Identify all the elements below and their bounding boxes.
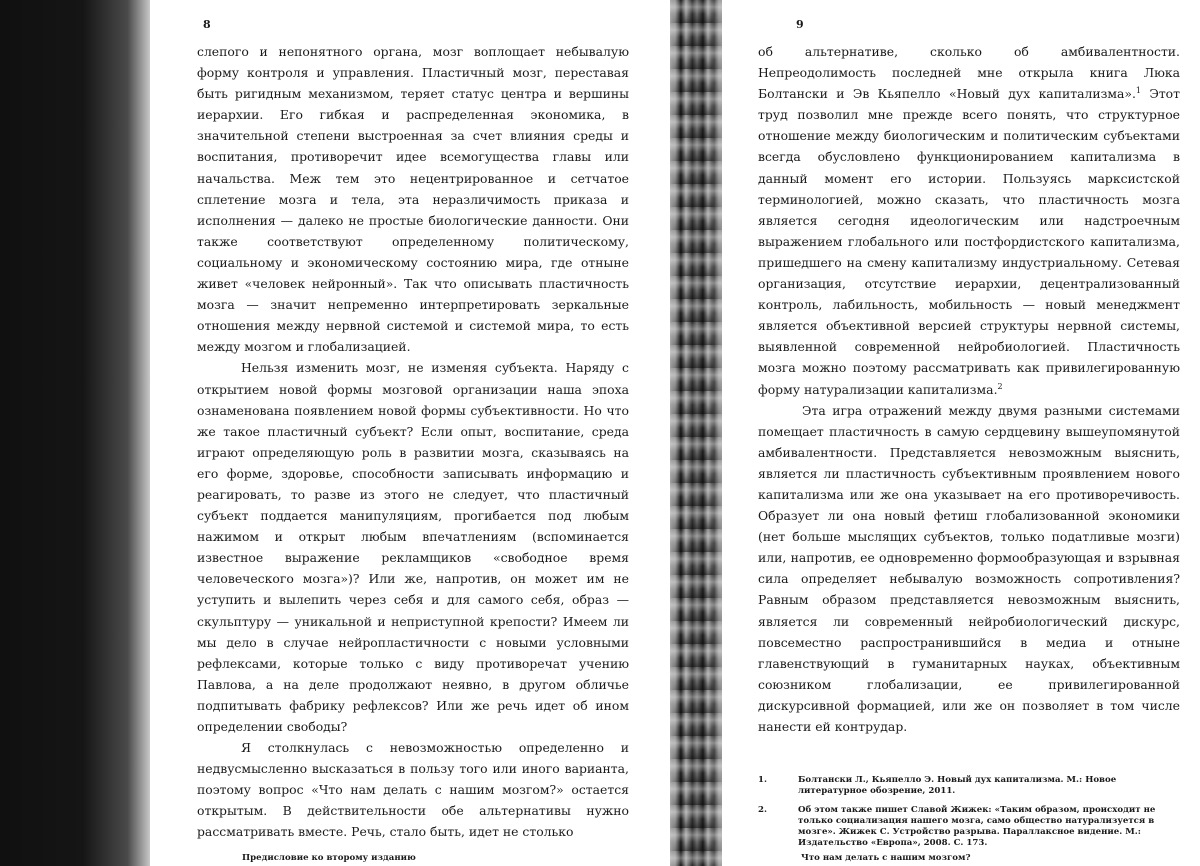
footnotes <box>758 775 1180 857</box>
paragraph <box>758 41 1180 400</box>
right-page <box>722 0 1200 866</box>
book-spine-gutter <box>670 0 722 866</box>
footnote-number: 1. <box>758 775 767 785</box>
paragraph: Я столкнулась с невозможностью определенно и недвусмысленно высказаться в пользу того или иного варианта, поэтому вопрос «Что нам делать с нашим мозгом?» остается открытым. В действительности обе альтернативы нужно рассматривать вместе. Речь, стало быть, идет не столько <box>197 740 629 840</box>
body-text <box>758 41 1180 737</box>
footnote-number: 2. <box>758 805 767 815</box>
running-footer: Что нам делать с нашим мозгом? <box>801 853 971 863</box>
book-edge-shadow <box>0 0 150 866</box>
footnote-text: Об этом также пишет Славой Жижек: «Таким образом, происходит не только социализация нашего мозга, само общество натурализуется в мозге». Жижек С. Устройство разрыва. Параллаксное видение. М.: Издательство «Европа», 2008. С. 173. <box>798 805 1156 848</box>
footnote <box>758 805 1180 849</box>
page-number: 8 <box>203 18 211 31</box>
footnote-ref[interactable]: 2 <box>997 381 1003 391</box>
paragraph: слепого и непонятного органа, мозг воплощает небывалую форму контроля и управления. Пластичный мозг, переставая быть ригидным механизмом, теряет статус центра и вершины иерархии. Его гибкая и распределенная экономика, в значительной степени выстроенная за счет влияния среды и воспитания, противоречит идее всемогущества главы или начальства. Меж тем это нецентрированное и сетчатое сплетение мозга и тела, эта неразличимость приказа и исполнения — далеко не простые биологические данности. Они также соответствуют определенному политическому, социальному и экономическому состоянию мира, где отныне живет «человек нейронный». Так что описывать пластичность мозга — значит непременно интерпретировать зеркальные отношения между нервной системой и системой мира, то есть между мозгом и глобализацией. <box>197 44 629 355</box>
body-text <box>197 41 629 843</box>
page-number: 9 <box>796 18 804 31</box>
left-page <box>150 0 670 866</box>
paragraph-text: об альтернативе, сколько об амбивалентности. Непреодолимость последней мне открыла книга Люка Болтански и Эв Кьяпелло «Новый дух капитализма». <box>758 44 1180 102</box>
footnote <box>758 775 1180 797</box>
paragraph-text: Этот труд позволил мне прежде всего понять, что структурное отношение между биологическим и политическим субъектами всегда обусловлено функционированием капитализма в данный момент его истории. Пользуясь марксистской терминологией, можно сказать, что пластичность мозга является сегодня идеологическим или надстроечным выражением глобального или постфордистского капитализма, пришедшего на смену капитализму индустриальному. Сетевая организация, отсутствие иерархии, децентрализованный контроль, лабильность, мобильность — новый менеджмент является объективной версией структуры нервной системы, выявленной современной нейробиологией. Пластичность мозга можно поэтому рассматривать как привилегированную форму натурализации капитализма. <box>758 86 1180 397</box>
paragraph: Эта игра отражений между двумя разными системами помещает пластичность в самую сердцевину вышеупомянутой амбивалентности. Представляется невозможным выяснить, является ли пластичность субъективным проявлением нового капитализма или же она указывает на его противоречивость. Образует ли она новый фетиш глобализованной экономики (нет больше мыслящих субъектов, только податливые мозги) или, напротив, ее одновременно формообразующая и взрывная сила определяет небывалую возможность сопротивления? Равным образом представляется невозможным выяснить, является ли современный нейробиологический дискурс, повсеместно распространившийся в медиа и отныне главенствующий в гуманитарных науках, объективным союзником глобализации, ее привилегированной дискурсивной формацией, или же он позволяет в том числе нанести ей контрудар. <box>758 402 1180 734</box>
footnote-text: Болтански Л., Кьяпелло Э. Новый дух капитализма. М.: Новое литературное обозрение, 2011. <box>798 775 1117 796</box>
running-footer: Предисловие ко второму изданию <box>242 853 416 863</box>
paragraph: Нельзя изменить мозг, не изменяя субъекта. Наряду с открытием новой формы мозговой организации наша эпоха ознаменована появлением новой формы субъективности. Но что же такое пластичный субъект? Если опыт, воспитание, среда играют определяющую роль в развитии мозга, сказываясь на его форме, здоровье, способности записывать информацию и реагировать, то разве из этого не следует, что пластичный субъект поддается манипуляциям, прогибается под любым нажимом и открыт любым впечатлениям (вспоминается известное выражение рекламщиков «свободное время человеческого мозга»)? Или же, напротив, он может им не уступить и вылепить через себя и для самого себя, образ — скульптуру — уникальной и неприступной крепости? Имеем ли мы дело в случае нейропластичности с новыми условными рефлексами, которые только с виду противоречат учению Павлова, а на деле продолжают неявно, в другом обличье подпитывать фабрику рефлексов? Или же речь идет об ином определении свободы? <box>197 360 629 734</box>
footnote-ref[interactable]: 1 <box>1135 86 1141 96</box>
